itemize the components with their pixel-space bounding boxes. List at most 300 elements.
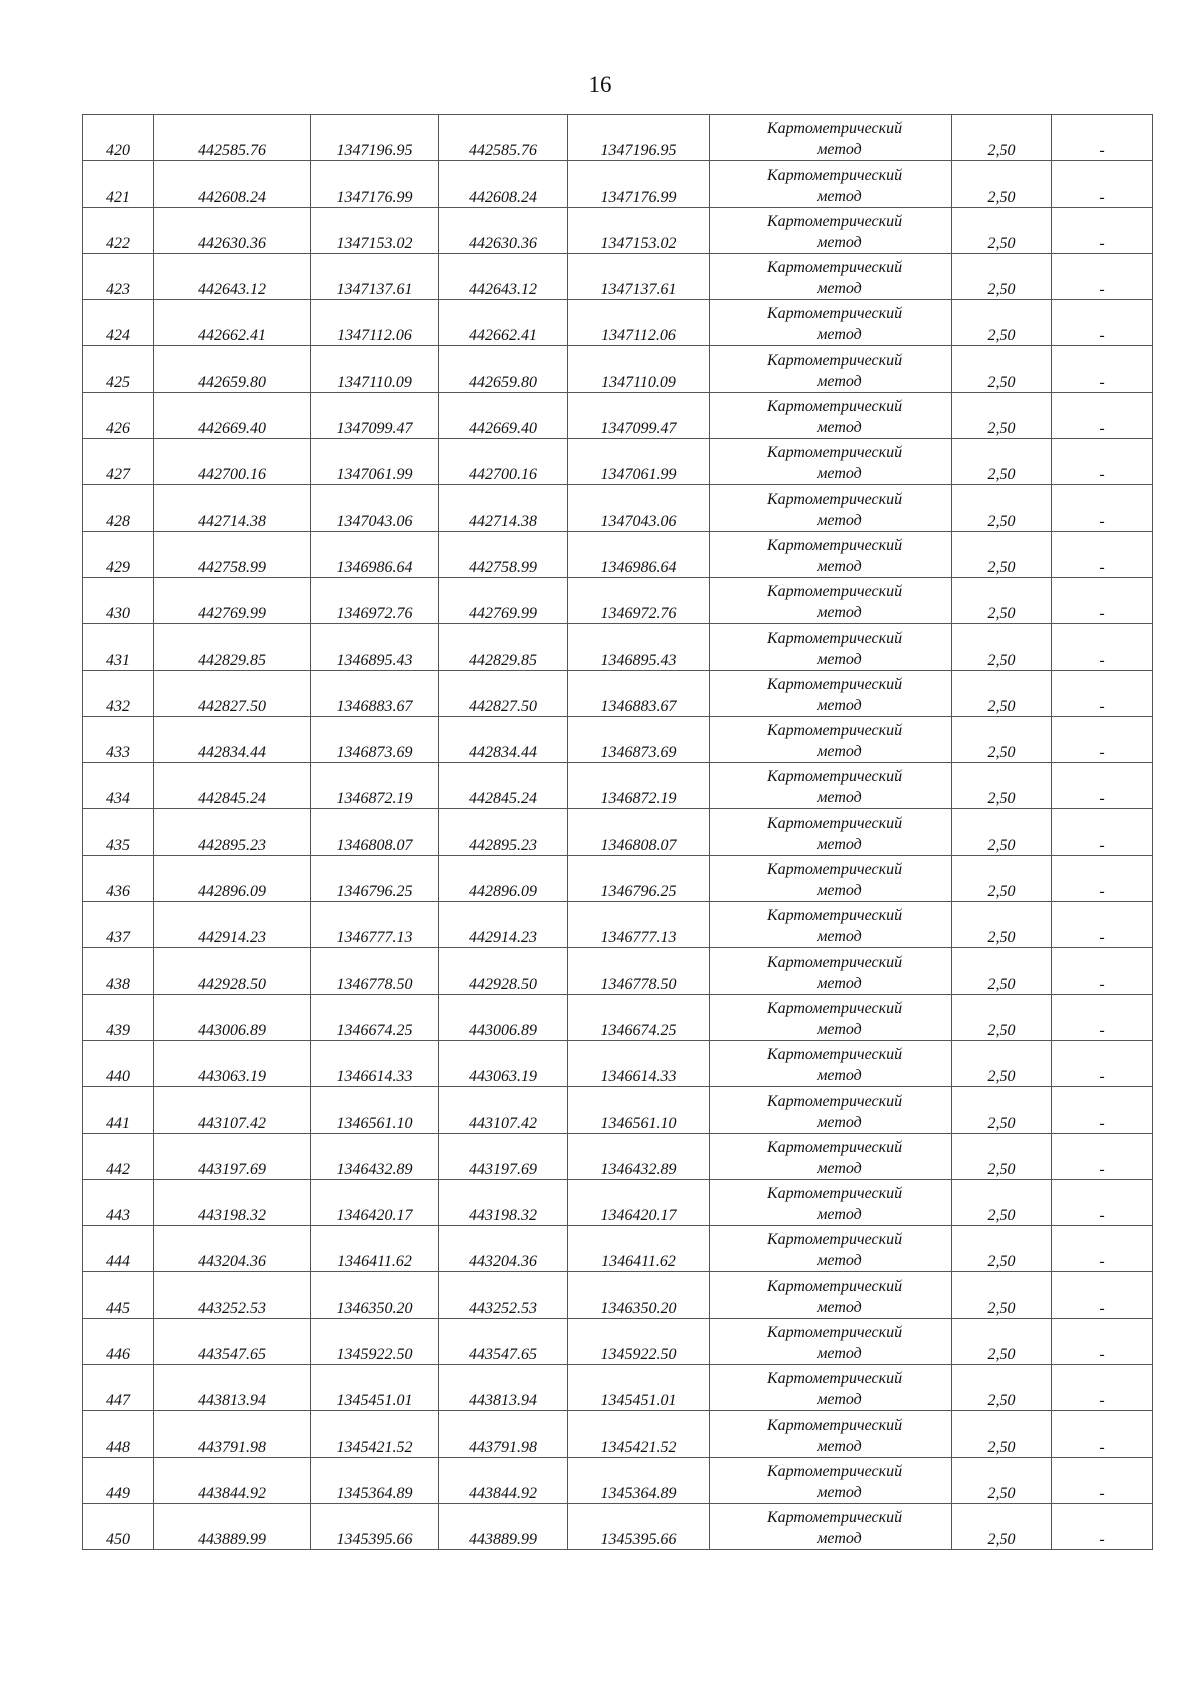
y-coordinate-cell: 1345922.50 xyxy=(568,1318,710,1364)
table-row xyxy=(83,1179,1153,1225)
method-line-1: Картометрический xyxy=(766,814,903,832)
note-cell: - xyxy=(1052,716,1153,762)
method-line-2: метод xyxy=(817,1020,862,1038)
accuracy-cell: 2,50 xyxy=(952,577,1052,623)
point-number-cell: 441 xyxy=(83,1087,154,1133)
method-cell xyxy=(710,531,952,577)
method-line-1: Картометрический xyxy=(766,675,903,693)
x-coordinate-cell: 442659.80 xyxy=(154,346,311,392)
x-coordinate-cell: 442659.80 xyxy=(439,346,568,392)
y-coordinate-cell: 1347043.06 xyxy=(311,485,439,531)
x-coordinate-cell: 442928.50 xyxy=(439,948,568,994)
method-line-1: Картометрический xyxy=(766,768,903,786)
y-coordinate-cell: 1345395.66 xyxy=(568,1503,710,1549)
method-line-2: метод xyxy=(817,465,862,483)
method-line-1: Картометрический xyxy=(766,1416,903,1434)
method-line-2: метод xyxy=(817,835,862,853)
method-line-2: метод xyxy=(817,1483,862,1501)
x-coordinate-cell: 442758.99 xyxy=(439,531,568,577)
method-line-2: метод xyxy=(817,789,862,807)
note-cell: - xyxy=(1052,161,1153,207)
method-line-2: метод xyxy=(817,141,862,159)
table-row xyxy=(83,577,1153,623)
y-coordinate-cell: 1347099.47 xyxy=(568,392,710,438)
accuracy-cell: 2,50 xyxy=(952,300,1052,346)
note-cell: - xyxy=(1052,670,1153,716)
method-line-1: Картометрический xyxy=(766,1185,903,1203)
table-row xyxy=(83,207,1153,253)
method-cell xyxy=(710,809,952,855)
note-cell: - xyxy=(1052,1040,1153,1086)
x-coordinate-cell: 442895.23 xyxy=(154,809,311,855)
note-cell: - xyxy=(1052,1179,1153,1225)
page-number: 16 xyxy=(588,72,612,97)
method-line-1: Картометрический xyxy=(766,398,903,416)
y-coordinate-cell: 1346796.25 xyxy=(568,855,710,901)
point-number-cell: 436 xyxy=(83,855,154,901)
accuracy-cell: 2,50 xyxy=(952,624,1052,670)
method-cell xyxy=(710,855,952,901)
y-coordinate-cell: 1346561.10 xyxy=(311,1087,439,1133)
table-body xyxy=(83,115,1153,1550)
table-row xyxy=(83,1272,1153,1318)
note-cell: - xyxy=(1052,1318,1153,1364)
y-coordinate-cell: 1346895.43 xyxy=(311,624,439,670)
x-coordinate-cell: 443813.94 xyxy=(154,1365,311,1411)
x-coordinate-cell: 442895.23 xyxy=(439,809,568,855)
x-coordinate-cell: 443791.98 xyxy=(154,1411,311,1457)
y-coordinate-cell: 1346873.69 xyxy=(568,716,710,762)
x-coordinate-cell: 442630.36 xyxy=(154,207,311,253)
y-coordinate-cell: 1347099.47 xyxy=(311,392,439,438)
accuracy-cell: 2,50 xyxy=(952,1318,1052,1364)
x-coordinate-cell: 443063.19 xyxy=(439,1040,568,1086)
y-coordinate-cell: 1346350.20 xyxy=(568,1272,710,1318)
method-cell xyxy=(710,1318,952,1364)
method-line-2: метод xyxy=(817,1437,862,1455)
x-coordinate-cell: 442669.40 xyxy=(439,392,568,438)
method-line-1: Картометрический xyxy=(766,1231,903,1249)
point-number-cell: 438 xyxy=(83,948,154,994)
y-coordinate-cell: 1347153.02 xyxy=(311,207,439,253)
y-coordinate-cell: 1347061.99 xyxy=(311,439,439,485)
table-row xyxy=(83,994,1153,1040)
method-line-1: Картометрический xyxy=(766,907,903,925)
x-coordinate-cell: 443006.89 xyxy=(154,994,311,1040)
method-line-1: Картометрический xyxy=(766,953,903,971)
accuracy-cell: 2,50 xyxy=(952,207,1052,253)
point-number-cell: 439 xyxy=(83,994,154,1040)
method-cell xyxy=(710,346,952,392)
method-line-2: метод xyxy=(817,650,862,668)
point-number-cell: 431 xyxy=(83,624,154,670)
y-coordinate-cell: 1347112.06 xyxy=(568,300,710,346)
method-cell xyxy=(710,670,952,716)
y-coordinate-cell: 1346561.10 xyxy=(568,1087,710,1133)
table-row xyxy=(83,531,1153,577)
point-number-cell: 432 xyxy=(83,670,154,716)
x-coordinate-cell: 443252.53 xyxy=(439,1272,568,1318)
accuracy-cell: 2,50 xyxy=(952,485,1052,531)
method-cell xyxy=(710,1503,952,1549)
point-number-cell: 447 xyxy=(83,1365,154,1411)
method-line-1: Картометрический xyxy=(766,351,903,369)
accuracy-cell: 2,50 xyxy=(952,439,1052,485)
method-line-2: метод xyxy=(817,928,862,946)
method-line-2: метод xyxy=(817,743,862,761)
point-number-cell: 422 xyxy=(83,207,154,253)
note-cell: - xyxy=(1052,809,1153,855)
note-cell: - xyxy=(1052,1411,1153,1457)
x-coordinate-cell: 442896.09 xyxy=(439,855,568,901)
table-row xyxy=(83,1133,1153,1179)
x-coordinate-cell: 442662.41 xyxy=(439,300,568,346)
accuracy-cell: 2,50 xyxy=(952,716,1052,762)
note-cell: - xyxy=(1052,392,1153,438)
method-line-2: метод xyxy=(817,557,862,575)
note-cell: - xyxy=(1052,439,1153,485)
x-coordinate-cell: 442608.24 xyxy=(154,161,311,207)
method-cell xyxy=(710,716,952,762)
x-coordinate-cell: 443006.89 xyxy=(439,994,568,1040)
method-line-1: Картометрический xyxy=(766,999,903,1017)
y-coordinate-cell: 1346883.67 xyxy=(311,670,439,716)
x-coordinate-cell: 442643.12 xyxy=(154,253,311,299)
point-number-cell: 426 xyxy=(83,392,154,438)
note-cell: - xyxy=(1052,902,1153,948)
accuracy-cell: 2,50 xyxy=(952,1087,1052,1133)
point-number-cell: 445 xyxy=(83,1272,154,1318)
x-coordinate-cell: 442914.23 xyxy=(439,902,568,948)
point-number-cell: 440 xyxy=(83,1040,154,1086)
table-row xyxy=(83,624,1153,670)
y-coordinate-cell: 1346777.13 xyxy=(568,902,710,948)
method-line-2: метод xyxy=(817,1530,862,1548)
y-coordinate-cell: 1346614.33 xyxy=(311,1040,439,1086)
method-cell xyxy=(710,763,952,809)
x-coordinate-cell: 442896.09 xyxy=(154,855,311,901)
accuracy-cell: 2,50 xyxy=(952,1457,1052,1503)
x-coordinate-cell: 443197.69 xyxy=(439,1133,568,1179)
point-number-cell: 420 xyxy=(83,115,154,161)
accuracy-cell: 2,50 xyxy=(952,1411,1052,1457)
y-coordinate-cell: 1347043.06 xyxy=(568,485,710,531)
method-cell xyxy=(710,577,952,623)
method-cell xyxy=(710,300,952,346)
x-coordinate-cell: 442714.38 xyxy=(439,485,568,531)
y-coordinate-cell: 1346350.20 xyxy=(311,1272,439,1318)
table-row xyxy=(83,392,1153,438)
y-coordinate-cell: 1346883.67 xyxy=(568,670,710,716)
point-number-cell: 449 xyxy=(83,1457,154,1503)
method-cell xyxy=(710,392,952,438)
y-coordinate-cell: 1347112.06 xyxy=(311,300,439,346)
table-row xyxy=(83,1457,1153,1503)
method-cell xyxy=(710,1133,952,1179)
note-cell: - xyxy=(1052,531,1153,577)
y-coordinate-cell: 1346972.76 xyxy=(311,577,439,623)
method-line-1: Картометрический xyxy=(766,166,903,184)
y-coordinate-cell: 1346808.07 xyxy=(311,809,439,855)
note-cell: - xyxy=(1052,1133,1153,1179)
method-line-1: Картометрический xyxy=(766,1092,903,1110)
table-row xyxy=(83,855,1153,901)
table-row xyxy=(83,716,1153,762)
x-coordinate-cell: 443204.36 xyxy=(439,1226,568,1272)
y-coordinate-cell: 1346777.13 xyxy=(311,902,439,948)
y-coordinate-cell: 1345922.50 xyxy=(311,1318,439,1364)
method-line-2: метод xyxy=(817,1067,862,1085)
y-coordinate-cell: 1346972.76 xyxy=(568,577,710,623)
accuracy-cell: 2,50 xyxy=(952,161,1052,207)
method-cell xyxy=(710,115,952,161)
y-coordinate-cell: 1346432.89 xyxy=(311,1133,439,1179)
accuracy-cell: 2,50 xyxy=(952,994,1052,1040)
method-line-2: метод xyxy=(817,511,862,529)
x-coordinate-cell: 442845.24 xyxy=(439,763,568,809)
y-coordinate-cell: 1347061.99 xyxy=(568,439,710,485)
method-cell xyxy=(710,902,952,948)
method-line-1: Картометрический xyxy=(766,722,903,740)
accuracy-cell: 2,50 xyxy=(952,1365,1052,1411)
table-row xyxy=(83,902,1153,948)
point-number-cell: 450 xyxy=(83,1503,154,1549)
x-coordinate-cell: 442643.12 xyxy=(439,253,568,299)
method-cell xyxy=(710,1087,952,1133)
y-coordinate-cell: 1347176.99 xyxy=(568,161,710,207)
note-cell: - xyxy=(1052,207,1153,253)
table-row xyxy=(83,300,1153,346)
note-cell: - xyxy=(1052,1365,1153,1411)
x-coordinate-cell: 443844.92 xyxy=(154,1457,311,1503)
x-coordinate-cell: 443889.99 xyxy=(439,1503,568,1549)
y-coordinate-cell: 1345451.01 xyxy=(311,1365,439,1411)
y-coordinate-cell: 1346420.17 xyxy=(568,1179,710,1225)
method-line-1: Картометрический xyxy=(766,259,903,277)
note-cell: - xyxy=(1052,994,1153,1040)
note-cell: - xyxy=(1052,1457,1153,1503)
x-coordinate-cell: 442845.24 xyxy=(154,763,311,809)
method-line-2: метод xyxy=(817,1252,862,1270)
method-line-2: метод xyxy=(817,1206,862,1224)
x-coordinate-cell: 442700.16 xyxy=(154,439,311,485)
x-coordinate-cell: 443198.32 xyxy=(154,1179,311,1225)
note-cell: - xyxy=(1052,624,1153,670)
x-coordinate-cell: 443791.98 xyxy=(439,1411,568,1457)
x-coordinate-cell: 443252.53 xyxy=(154,1272,311,1318)
point-number-cell: 428 xyxy=(83,485,154,531)
x-coordinate-cell: 442829.85 xyxy=(439,624,568,670)
y-coordinate-cell: 1345421.52 xyxy=(311,1411,439,1457)
note-cell: - xyxy=(1052,1272,1153,1318)
method-line-1: Картометрический xyxy=(766,583,903,601)
table-row xyxy=(83,115,1153,161)
note-cell: - xyxy=(1052,1087,1153,1133)
accuracy-cell: 2,50 xyxy=(952,1179,1052,1225)
x-coordinate-cell: 442585.76 xyxy=(439,115,568,161)
accuracy-cell: 2,50 xyxy=(952,392,1052,438)
x-coordinate-cell: 443204.36 xyxy=(154,1226,311,1272)
method-line-1: Картометрический xyxy=(766,1046,903,1064)
x-coordinate-cell: 442769.99 xyxy=(154,577,311,623)
table-row xyxy=(83,1365,1153,1411)
method-line-2: метод xyxy=(817,326,862,344)
x-coordinate-cell: 442758.99 xyxy=(154,531,311,577)
accuracy-cell: 2,50 xyxy=(952,1226,1052,1272)
x-coordinate-cell: 442914.23 xyxy=(154,902,311,948)
x-coordinate-cell: 443107.42 xyxy=(154,1087,311,1133)
table-row xyxy=(83,809,1153,855)
x-coordinate-cell: 443844.92 xyxy=(439,1457,568,1503)
y-coordinate-cell: 1346432.89 xyxy=(568,1133,710,1179)
method-cell xyxy=(710,253,952,299)
method-line-1: Картометрический xyxy=(766,212,903,230)
method-line-1: Картометрический xyxy=(766,1370,903,1388)
x-coordinate-cell: 442714.38 xyxy=(154,485,311,531)
point-number-cell: 424 xyxy=(83,300,154,346)
y-coordinate-cell: 1346420.17 xyxy=(311,1179,439,1225)
accuracy-cell: 2,50 xyxy=(952,1503,1052,1549)
y-coordinate-cell: 1347110.09 xyxy=(568,346,710,392)
accuracy-cell: 2,50 xyxy=(952,1133,1052,1179)
accuracy-cell: 2,50 xyxy=(952,855,1052,901)
method-line-1: Картометрический xyxy=(766,1509,903,1527)
point-number-cell: 433 xyxy=(83,716,154,762)
method-line-2: метод xyxy=(817,1298,862,1316)
method-line-1: Картометрический xyxy=(766,305,903,323)
y-coordinate-cell: 1346986.64 xyxy=(311,531,439,577)
point-number-cell: 429 xyxy=(83,531,154,577)
point-number-cell: 437 xyxy=(83,902,154,948)
y-coordinate-cell: 1346808.07 xyxy=(568,809,710,855)
method-line-2: метод xyxy=(817,974,862,992)
note-cell: - xyxy=(1052,346,1153,392)
method-line-2: метод xyxy=(817,696,862,714)
point-number-cell: 448 xyxy=(83,1411,154,1457)
table-row xyxy=(83,948,1153,994)
note-cell: - xyxy=(1052,300,1153,346)
method-cell xyxy=(710,624,952,670)
x-coordinate-cell: 443813.94 xyxy=(439,1365,568,1411)
y-coordinate-cell: 1346872.19 xyxy=(311,763,439,809)
method-cell xyxy=(710,1457,952,1503)
y-coordinate-cell: 1347196.95 xyxy=(568,115,710,161)
y-coordinate-cell: 1346778.50 xyxy=(311,948,439,994)
method-line-2: метод xyxy=(817,280,862,298)
point-number-cell: 425 xyxy=(83,346,154,392)
x-coordinate-cell: 442585.76 xyxy=(154,115,311,161)
y-coordinate-cell: 1346796.25 xyxy=(311,855,439,901)
method-line-2: метод xyxy=(817,882,862,900)
accuracy-cell: 2,50 xyxy=(952,902,1052,948)
method-line-1: Картометрический xyxy=(766,490,903,508)
method-cell xyxy=(710,1365,952,1411)
method-line-2: метод xyxy=(817,419,862,437)
method-cell xyxy=(710,439,952,485)
note-cell: - xyxy=(1052,763,1153,809)
x-coordinate-cell: 442630.36 xyxy=(439,207,568,253)
note-cell: - xyxy=(1052,1226,1153,1272)
y-coordinate-cell: 1345364.89 xyxy=(311,1457,439,1503)
method-cell xyxy=(710,1179,952,1225)
table-row xyxy=(83,1503,1153,1549)
y-coordinate-cell: 1346674.25 xyxy=(568,994,710,1040)
accuracy-cell: 2,50 xyxy=(952,809,1052,855)
x-coordinate-cell: 443889.99 xyxy=(154,1503,311,1549)
y-coordinate-cell: 1345364.89 xyxy=(568,1457,710,1503)
method-line-1: Картометрический xyxy=(766,120,903,138)
method-line-2: метод xyxy=(817,604,862,622)
y-coordinate-cell: 1347176.99 xyxy=(311,161,439,207)
table-row xyxy=(83,161,1153,207)
table-row xyxy=(83,253,1153,299)
point-number-cell: 444 xyxy=(83,1226,154,1272)
y-coordinate-cell: 1346873.69 xyxy=(311,716,439,762)
y-coordinate-cell: 1347110.09 xyxy=(311,346,439,392)
table-row xyxy=(83,1226,1153,1272)
accuracy-cell: 2,50 xyxy=(952,670,1052,716)
method-cell xyxy=(710,161,952,207)
table-row xyxy=(83,1411,1153,1457)
point-number-cell: 442 xyxy=(83,1133,154,1179)
y-coordinate-cell: 1346614.33 xyxy=(568,1040,710,1086)
method-line-1: Картометрический xyxy=(766,536,903,554)
point-number-cell: 446 xyxy=(83,1318,154,1364)
y-coordinate-cell: 1346872.19 xyxy=(568,763,710,809)
point-number-cell: 427 xyxy=(83,439,154,485)
point-number-cell: 434 xyxy=(83,763,154,809)
x-coordinate-cell: 442834.44 xyxy=(154,716,311,762)
method-line-2: метод xyxy=(817,1113,862,1131)
method-cell xyxy=(710,994,952,1040)
method-line-2: метод xyxy=(817,1159,862,1177)
x-coordinate-cell: 442608.24 xyxy=(439,161,568,207)
accuracy-cell: 2,50 xyxy=(952,763,1052,809)
method-line-1: Картометрический xyxy=(766,1462,903,1480)
method-cell xyxy=(710,1272,952,1318)
point-number-cell: 435 xyxy=(83,809,154,855)
point-number-cell: 443 xyxy=(83,1179,154,1225)
x-coordinate-cell: 442928.50 xyxy=(154,948,311,994)
method-line-1: Картометрический xyxy=(766,629,903,647)
method-line-2: метод xyxy=(817,1345,862,1363)
method-line-2: метод xyxy=(817,233,862,251)
y-coordinate-cell: 1346895.43 xyxy=(568,624,710,670)
table-row xyxy=(83,763,1153,809)
y-coordinate-cell: 1345451.01 xyxy=(568,1365,710,1411)
table-row xyxy=(83,1040,1153,1086)
method-line-2: метод xyxy=(817,187,862,205)
method-cell xyxy=(710,948,952,994)
note-cell: - xyxy=(1052,253,1153,299)
x-coordinate-cell: 443547.65 xyxy=(439,1318,568,1364)
note-cell: - xyxy=(1052,948,1153,994)
method-cell xyxy=(710,1226,952,1272)
point-number-cell: 421 xyxy=(83,161,154,207)
x-coordinate-cell: 442827.50 xyxy=(154,670,311,716)
x-coordinate-cell: 442669.40 xyxy=(154,392,311,438)
x-coordinate-cell: 443197.69 xyxy=(154,1133,311,1179)
method-line-2: метод xyxy=(817,1391,862,1409)
y-coordinate-cell: 1346411.62 xyxy=(311,1226,439,1272)
y-coordinate-cell: 1345421.52 xyxy=(568,1411,710,1457)
point-number-cell: 430 xyxy=(83,577,154,623)
x-coordinate-cell: 442769.99 xyxy=(439,577,568,623)
accuracy-cell: 2,50 xyxy=(952,346,1052,392)
y-coordinate-cell: 1347137.61 xyxy=(311,253,439,299)
method-line-2: метод xyxy=(817,372,862,390)
method-cell xyxy=(710,1411,952,1457)
